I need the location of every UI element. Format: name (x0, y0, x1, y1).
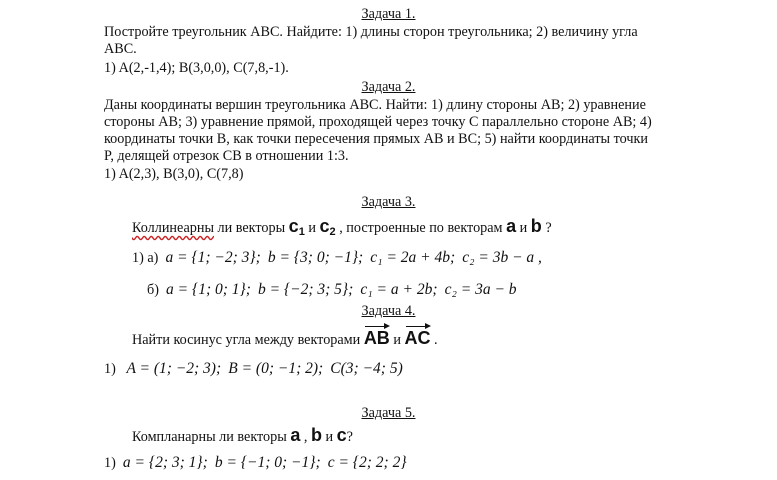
task3-case1-a: a = {1; −2; 3}; (165, 249, 261, 266)
task5-heading: Задача 5. (361, 405, 416, 421)
task4-points: 1) A = (1; −2; 3); B = (0; −1; 2); C(3; −4; 5) (104, 360, 403, 377)
task5-eq-b: b = {−1; 0; −1}; (214, 454, 321, 471)
task2-line4: P, делящей отрезок CB в отношении 1:3. (104, 148, 349, 164)
task3-vec-a: a (506, 216, 517, 236)
task2-line3: координаты точки B, как точки пересечения прямых AB и BC; 5) найти координаты точки (104, 131, 648, 147)
task3-question: Коллинеарны ли векторы $c_1$ и $c_2$ , построенные по векторам a и b ? (132, 216, 552, 238)
task5-eq-a: a = {2; 3; 1}; (122, 454, 208, 471)
task3-case1-b: b = {3; 0; −1}; (267, 249, 364, 266)
task3-vec-c2: $c_2$ (319, 216, 336, 238)
task3-case2: б) a = {1; 0; 1}; b = {−2; 3; 5}; c₁ = a + 2b; c₂ = 3a − b (147, 281, 517, 298)
task3-case2-b: b = {−2; 3; 5}; (257, 281, 354, 298)
task5-vectors: 1) a = {2; 3; 1}; b = {−1; 0; −1}; c = {2; 2; 2} (104, 454, 407, 471)
task5-vec-a: a (290, 425, 301, 445)
task1-line2: ABC. (104, 41, 137, 57)
task3-case1-c1: c₁ = 2a + 4b; (370, 249, 456, 266)
task3-vec-b: b (530, 216, 542, 236)
task1-line1: Постройте треугольник ABC. Найдите: 1) длины сторон треугольника; 2) величину угла (104, 24, 638, 40)
task3-vec-c1: $c_1$ (288, 216, 305, 238)
task4-point-c: C(3; −4; 5) (330, 360, 403, 377)
task1-line3: 1) A(2,-1,4); B(3,0,0), C(7,8,-1). (104, 60, 289, 76)
task4-vec-ab: AB (363, 328, 390, 348)
task4-question: Найти косинус угла между векторами AB и AC . (132, 328, 438, 348)
task2-line1: Даны координаты вершин треугольника ABC. Найти: 1) длину стороны AB; 2) уравнение (104, 97, 646, 113)
task2-line2: стороны AB; 3) уравнение прямой, проходящей через точку C параллельно стороне AB; 4) (104, 114, 652, 130)
task2-line5: 1) A(2,3), B(3,0), C(7,8) (104, 166, 244, 182)
task2-heading: Задача 2. (361, 79, 416, 95)
task3-heading: Задача 3. (361, 194, 416, 210)
task4-heading: Задача 4. (361, 303, 416, 319)
task3-case1: 1) а) a = {1; −2; 3}; b = {3; 0; −1}; c₁ = 2a + 4b; c₂ = 3b − a , (132, 249, 542, 266)
task3-case2-c1: c₁ = a + 2b; (360, 281, 438, 298)
task3-case2-c2: c₂ = 3a − b (444, 281, 517, 298)
task4-point-a: A = (1; −2; 3); (126, 360, 222, 377)
task5-question: Компланарны ли векторы a , b и c? (132, 425, 353, 445)
task5-vec-b: b (310, 425, 322, 445)
task3-case1-c2: c₂ = 3b − a , (462, 249, 542, 266)
task4-vec-ac: AC (404, 328, 431, 348)
task3-case2-a: a = {1; 0; 1}; (166, 281, 251, 298)
task5-vec-c: c (336, 425, 347, 445)
task5-eq-c: c = {2; 2; 2} (327, 454, 407, 471)
task1-heading: Задача 1. (361, 6, 416, 22)
task3-word-collinear: Коллинеарны (132, 220, 214, 236)
task4-point-b: B = (0; −1; 2); (228, 360, 324, 377)
